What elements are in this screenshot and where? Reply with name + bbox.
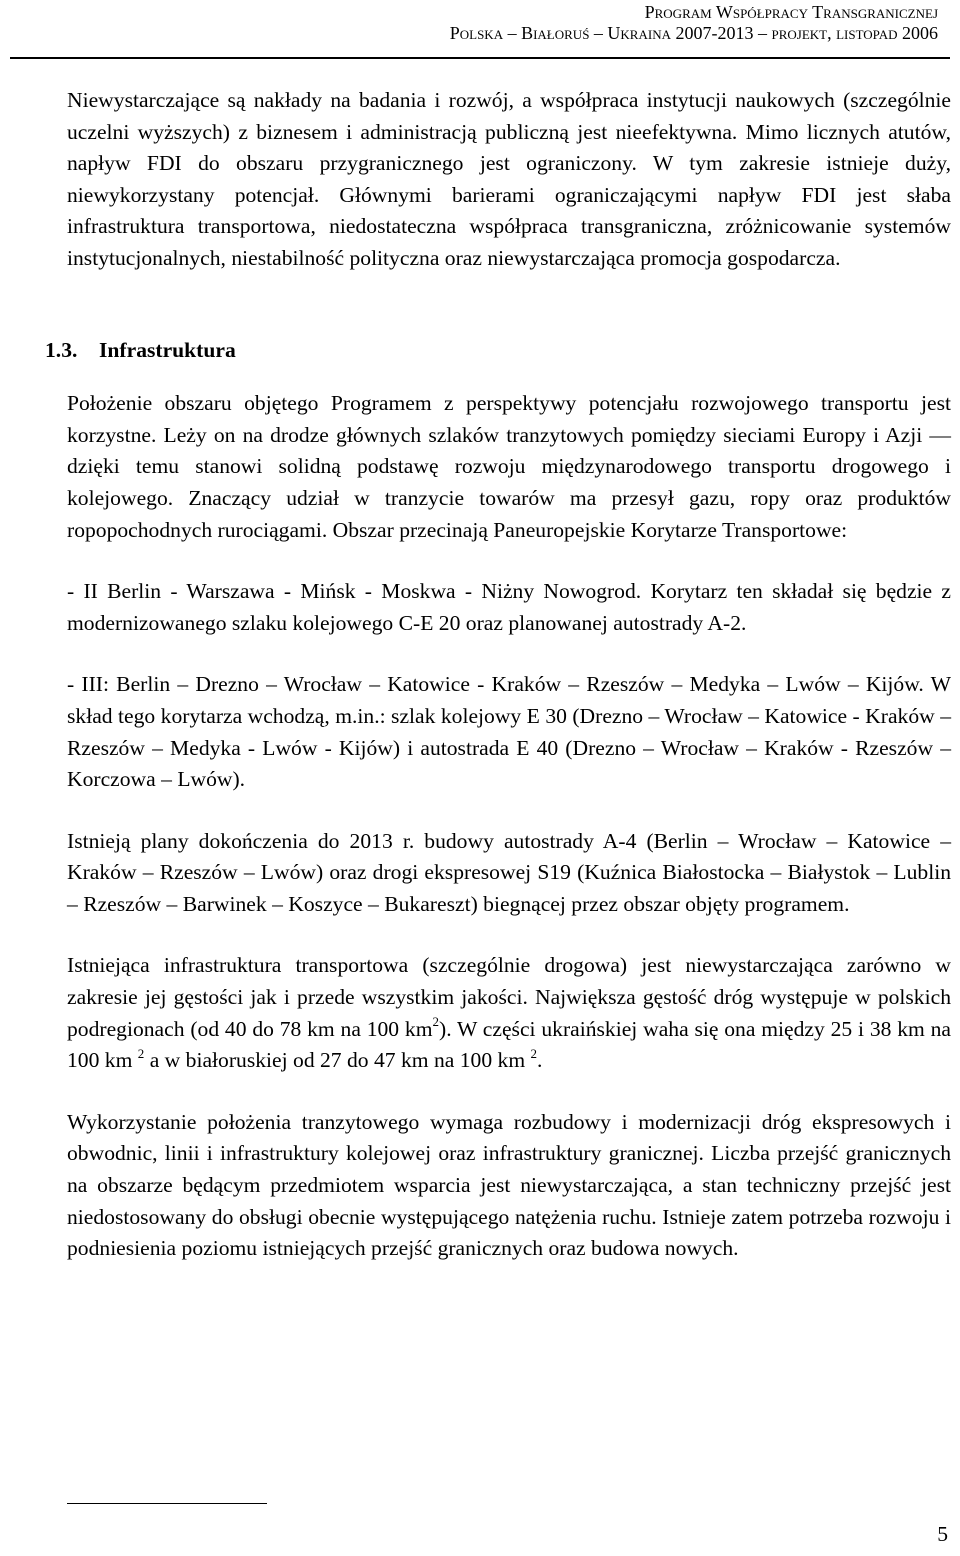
paragraph-intro: Niewystarczające są nakłady na badania i rozwój, a współpraca instytucji naukowych (szczególnie uczelni wyższych) z biznesem i administracją publiczną jest nieefektywna. Mimo licznych atutów, napływ FDI do obszaru przygranicznego jest ograniczony. W tym zakresie istnieje duży, niewykorzystany potencjał. Głównymi barierami ograniczającymi napływ FDI jest słaba infrastruktura transportowa, niedostateczna współpraca transgraniczna, zróżnicowanie systemów instytucjonalnych, niestabilność polityczna oraz niewystarczająca promocja gospodarcza. — [67, 88, 951, 270]
header-divider — [10, 57, 950, 59]
paragraph-corridor-iii: - III: Berlin – Drezno – Wrocław – Katowice - Kraków – Rzeszów – Medyka – Lwów – Kijów. W skład tego korytarza wchodzą, m.in.: szlak kolejowy E 30 (Drezno – Wrocław – Katowice - Kraków – Rzeszów – Medyka - Lwów - Kijów) i autostrada E 40 (Drezno – Wrocław – Kraków - Rzeszów – Korczowa – Lwów). — [67, 672, 951, 792]
superscript-squared: 2 — [530, 1046, 538, 1062]
page-number: 5 — [937, 1522, 948, 1546]
superscript-squared: 2 — [432, 1014, 439, 1030]
document-body — [45, 85, 951, 1265]
page-header — [450, 2, 938, 44]
existing-text-2: ). W części ukraińskiej waha się ona między 25 i 38 km na 100 km — [67, 1016, 951, 1073]
section-number: 1.3. — [45, 337, 78, 362]
paragraph-corridor-ii: - II Berlin - Warszawa - Mińsk - Moskwa - Niżny Nowogrod. Korytarz ten składał się będzie z modernizowanego szlaku kolejowego C-E 20 oraz planowanej autostrady A-2. — [67, 579, 951, 635]
paragraph-transit: Wykorzystanie położenia tranzytowego wymaga rozbudowy i modernizacji dróg ekspresowych i obwodnic, linii i infrastruktury kolejowej oraz infrastruktury granicznej. Liczba przejść granicznych na obszarze będącym przedmiotem wsparcia jest niewystarczająca, a stan techniczny przejść jest niedostosowany do obsługi obecnie występującego natężenia ruchu. Istnieje zatem potrzeba rozwoju i podniesienia poziomu istniejących przejść granicznych oraz budowa nowych. — [67, 1109, 951, 1261]
footer-divider — [67, 1503, 267, 1504]
existing-text-1: Istniejąca infrastruktura transportowa (szczególnie drogowa) jest niewystarczająca zarówno w zakresie jej gęstości jak i przede wszystkim jakości. Największa gęstość dróg występuje w polskich podregionach (od 40 do 78 km na 100 km — [67, 953, 951, 1041]
paragraph-plans: Istnieją plany dokończenia do 2013 r. budowy autostrady A-4 (Berlin – Wrocław – Katowice – Kraków – Rzeszów – Lwów) oraz drogi ekspresowej S19 (Kuźnica Białostocka – Białystok – Lublin – Rzeszów – Barwinek – Koszyce – Bukareszt) biegnącej przez obszar objęty programem. — [67, 828, 951, 916]
paragraph-existing-infrastructure — [67, 950, 951, 1076]
header-program-subtitle: Polska – Białoruś – Ukraina 2007-2013 – projekt, listopad 2006 — [449, 23, 938, 43]
header-program-title: Program Współpracy Transgranicznej — [644, 2, 938, 22]
section-heading — [45, 335, 951, 367]
superscript-squared: 2 — [137, 1046, 145, 1062]
paragraph-location: Położenie obszaru objętego Programem z perspektywy potencjału rozwojowego transportu jest korzystne. Leży on na drodze głównych szlaków tranzytowych pomiędzy sieciami Europy i Azji — dzięki temu stanowi solidną podstawę rozwoju międzynarodowego transportu drogowego i kolejowego. Znaczący udział w tranzycie towarów ma przesył gazu, ropy oraz produktów ropopochodnych rurociągami. Obszar przecinają Paneuropejskie Korytarze Transportowe: — [67, 391, 951, 542]
section-title: Infrastruktura — [99, 337, 236, 362]
existing-text-3: a w białoruskiej od 27 do 47 km na 100 km — [144, 1048, 526, 1073]
existing-text-4: . — [537, 1048, 543, 1073]
